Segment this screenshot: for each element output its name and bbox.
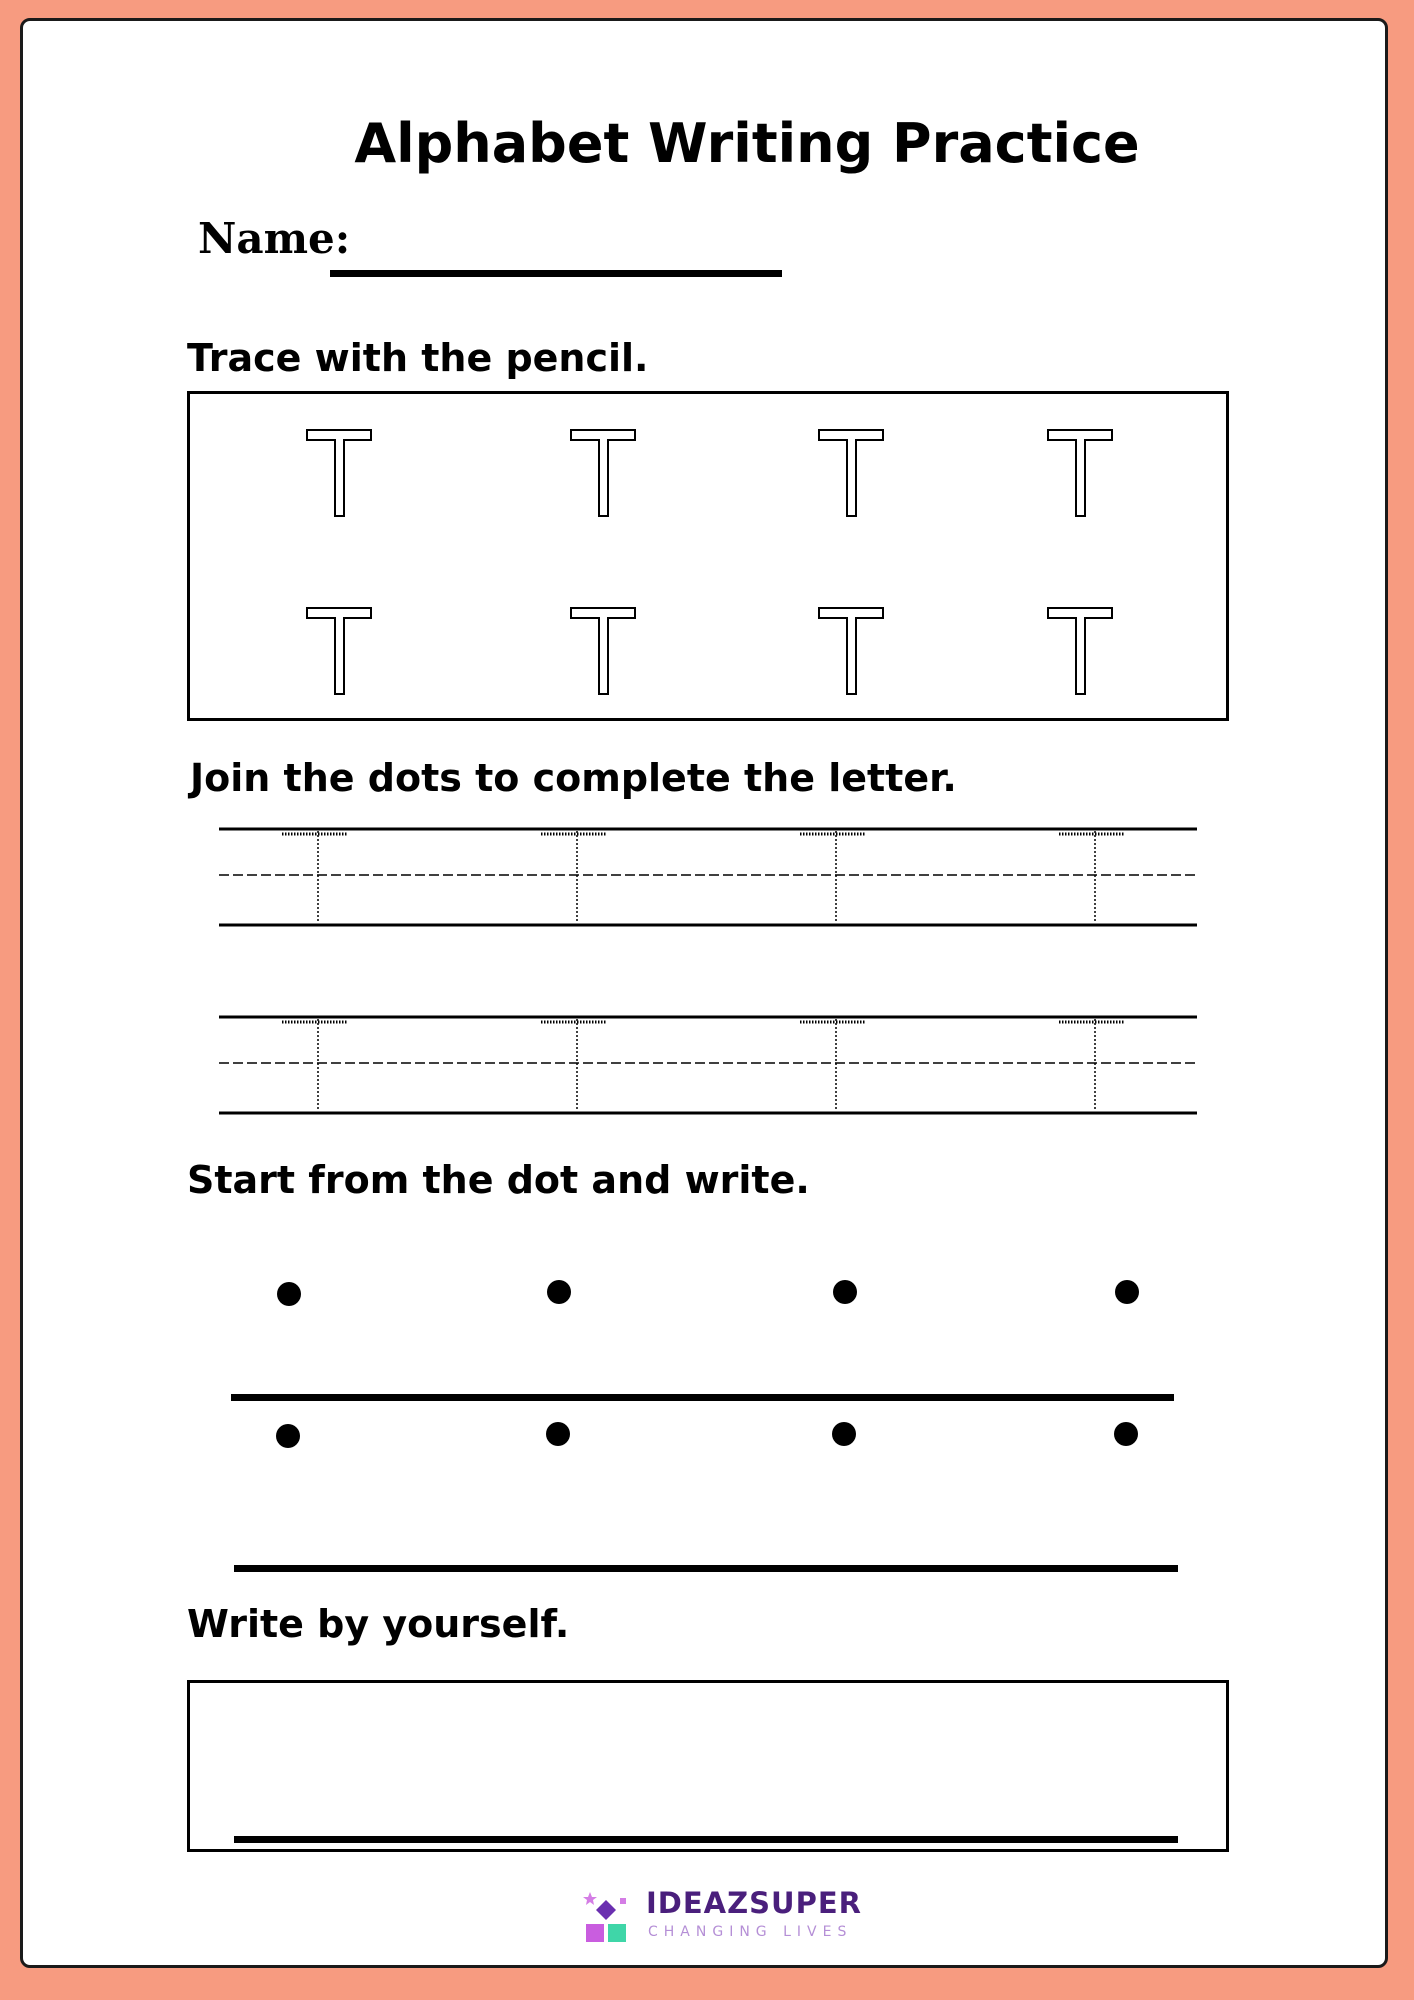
start-dot	[832, 1422, 856, 1446]
write-line	[234, 1836, 1178, 1843]
dot-guide-row[interactable]	[215, 825, 1205, 929]
name-write-line[interactable]	[330, 270, 782, 277]
name-label: Name:	[198, 214, 351, 263]
start-dot	[833, 1280, 857, 1304]
trace-letter-outline[interactable]	[305, 606, 375, 698]
start-dot	[276, 1424, 300, 1448]
trace-letter-outline[interactable]	[305, 428, 375, 520]
start-write-line[interactable]	[234, 1565, 1178, 1572]
trace-letter-outline[interactable]	[817, 428, 887, 520]
start-dot	[547, 1280, 571, 1304]
write-box[interactable]	[187, 1680, 1229, 1852]
start-heading: Start from the dot and write.	[187, 1158, 810, 1202]
trace-letter-outline[interactable]	[569, 428, 639, 520]
start-dot	[546, 1422, 570, 1446]
worksheet-title: Alphabet Writing Practice	[354, 112, 1140, 175]
trace-letter-outline[interactable]	[817, 606, 887, 698]
trace-letter-outline[interactable]	[1046, 428, 1116, 520]
trace-letter-outline[interactable]	[569, 606, 639, 698]
brand-logo	[580, 1886, 880, 1946]
brand-name: IDEAZSUPER	[646, 1886, 862, 1920]
trace-letter-outline[interactable]	[1046, 606, 1116, 698]
brand-tagline: CHANGING LIVES	[648, 1924, 853, 1940]
worksheet-sheet	[20, 18, 1388, 1968]
start-dot	[1114, 1422, 1138, 1446]
write-heading: Write by yourself.	[187, 1602, 570, 1646]
trace-heading: Trace with the pencil.	[187, 336, 649, 380]
join-heading: Join the dots to complete the letter.	[190, 756, 957, 800]
dot-guide-row[interactable]	[215, 1013, 1205, 1117]
start-write-line[interactable]	[231, 1394, 1174, 1401]
start-dot	[277, 1282, 301, 1306]
brand-logo-icon	[580, 1886, 644, 1946]
start-dot	[1115, 1280, 1139, 1304]
